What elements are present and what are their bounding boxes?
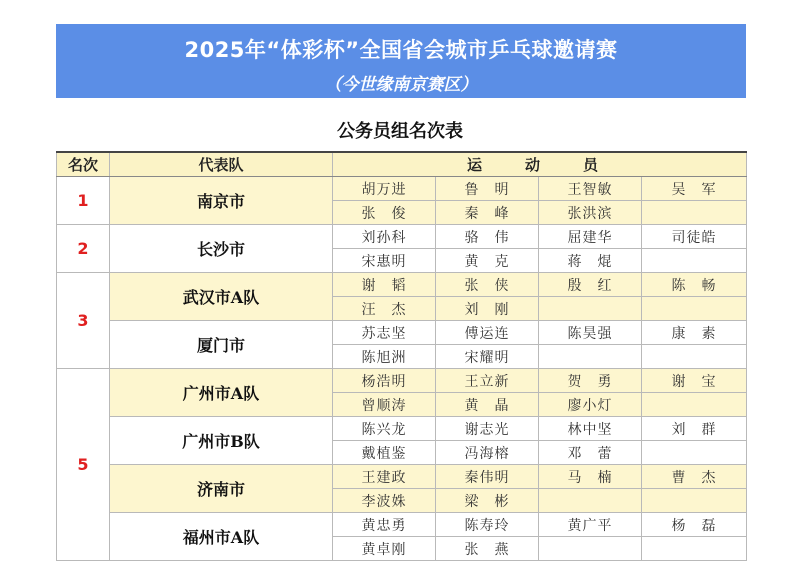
player-cell: 张 俊 xyxy=(333,201,436,225)
player-cell: 黄 克 xyxy=(436,249,539,273)
player-cell: 骆 伟 xyxy=(436,225,539,249)
table-row xyxy=(57,417,747,441)
player-cell: 戴植鉴 xyxy=(333,441,436,465)
player-cell: 杨浩明 xyxy=(333,369,436,393)
player-cell: 苏志坚 xyxy=(333,321,436,345)
team-name-cell: 厦门市 xyxy=(110,321,333,369)
player-cell: 屈建华 xyxy=(539,225,642,249)
player-cell: 曹 杰 xyxy=(642,465,747,489)
event-title: 2025年“体彩杯”全国省会城市乒乓球邀请赛 xyxy=(184,38,618,62)
player-cell: 吴 军 xyxy=(642,177,747,201)
player-cell: 曾顺涛 xyxy=(333,393,436,417)
player-cell xyxy=(539,345,642,369)
player-cell xyxy=(642,441,747,465)
player-cell: 鲁 明 xyxy=(436,177,539,201)
player-cell: 王建政 xyxy=(333,465,436,489)
rank-cell: 2 xyxy=(57,225,110,273)
event-subtitle: （今世缘南京赛区） xyxy=(324,75,478,95)
player-cell: 刘 群 xyxy=(642,417,747,441)
table-row xyxy=(57,273,747,297)
player-cell: 宋耀明 xyxy=(436,345,539,369)
player-cell: 谢志光 xyxy=(436,417,539,441)
player-cell xyxy=(642,489,747,513)
player-cell: 司徒皓 xyxy=(642,225,747,249)
table-title: 公务员组名次表 xyxy=(337,121,463,142)
player-cell: 黄广平 xyxy=(539,513,642,537)
table-row xyxy=(57,177,747,201)
player-cell: 殷 红 xyxy=(539,273,642,297)
player-cell: 傅运连 xyxy=(436,321,539,345)
team-name-cell: 广州市B队 xyxy=(110,417,333,465)
ranking-table xyxy=(56,151,747,561)
player-cell: 秦伟明 xyxy=(436,465,539,489)
header-rank: 名次 xyxy=(57,152,110,177)
player-cell: 陈昊强 xyxy=(539,321,642,345)
player-cell: 张洪滨 xyxy=(539,201,642,225)
player-cell xyxy=(539,297,642,321)
player-cell: 谢 宝 xyxy=(642,369,747,393)
player-cell: 马 楠 xyxy=(539,465,642,489)
player-cell: 蒋 焜 xyxy=(539,249,642,273)
player-cell xyxy=(642,201,747,225)
rank-cell: 1 xyxy=(57,177,110,225)
player-cell: 汪 杰 xyxy=(333,297,436,321)
player-cell: 秦 峰 xyxy=(436,201,539,225)
player-cell: 张 侠 xyxy=(436,273,539,297)
player-cell: 冯海榕 xyxy=(436,441,539,465)
team-name-cell: 南京市 xyxy=(110,177,333,225)
title-banner xyxy=(56,24,746,98)
player-cell: 陈兴龙 xyxy=(333,417,436,441)
team-name-cell: 长沙市 xyxy=(110,225,333,273)
player-cell: 李波姝 xyxy=(333,489,436,513)
player-cell: 谢 韬 xyxy=(333,273,436,297)
table-row xyxy=(57,225,747,249)
team-name-cell: 福州市A队 xyxy=(110,513,333,561)
player-cell xyxy=(642,297,747,321)
player-cell xyxy=(642,345,747,369)
table-row xyxy=(57,369,747,393)
player-cell: 康 素 xyxy=(642,321,747,345)
player-cell: 张 燕 xyxy=(436,537,539,561)
player-cell xyxy=(539,489,642,513)
player-cell: 王智敏 xyxy=(539,177,642,201)
team-name-cell: 武汉市A队 xyxy=(110,273,333,321)
player-cell: 刘 刚 xyxy=(436,297,539,321)
player-cell xyxy=(539,537,642,561)
table-row xyxy=(57,465,747,489)
player-cell: 黄卓刚 xyxy=(333,537,436,561)
player-cell: 陈旭洲 xyxy=(333,345,436,369)
table-row xyxy=(57,321,747,345)
player-cell: 梁 彬 xyxy=(436,489,539,513)
player-cell: 王立新 xyxy=(436,369,539,393)
player-cell xyxy=(642,537,747,561)
table-body xyxy=(57,177,747,561)
team-name-cell: 济南市 xyxy=(110,465,333,513)
rank-cell: 5 xyxy=(57,369,110,561)
table-row xyxy=(57,513,747,537)
player-cell: 林中坚 xyxy=(539,417,642,441)
rank-cell: 3 xyxy=(57,273,110,369)
player-cell: 黄 晶 xyxy=(436,393,539,417)
player-cell: 杨 磊 xyxy=(642,513,747,537)
header-players: 运 动 员 xyxy=(333,152,747,177)
player-cell: 胡万进 xyxy=(333,177,436,201)
team-name-cell: 广州市A队 xyxy=(110,369,333,417)
player-cell xyxy=(642,249,747,273)
player-cell: 黄忠勇 xyxy=(333,513,436,537)
player-cell: 邓 蕾 xyxy=(539,441,642,465)
player-cell: 陈 畅 xyxy=(642,273,747,297)
player-cell: 陈寿玲 xyxy=(436,513,539,537)
player-cell xyxy=(642,393,747,417)
player-cell: 刘孙科 xyxy=(333,225,436,249)
player-cell: 廖小灯 xyxy=(539,393,642,417)
player-cell: 贺 勇 xyxy=(539,369,642,393)
table-header-row xyxy=(57,152,747,177)
player-cell: 宋惠明 xyxy=(333,249,436,273)
header-team: 代表队 xyxy=(110,152,333,177)
